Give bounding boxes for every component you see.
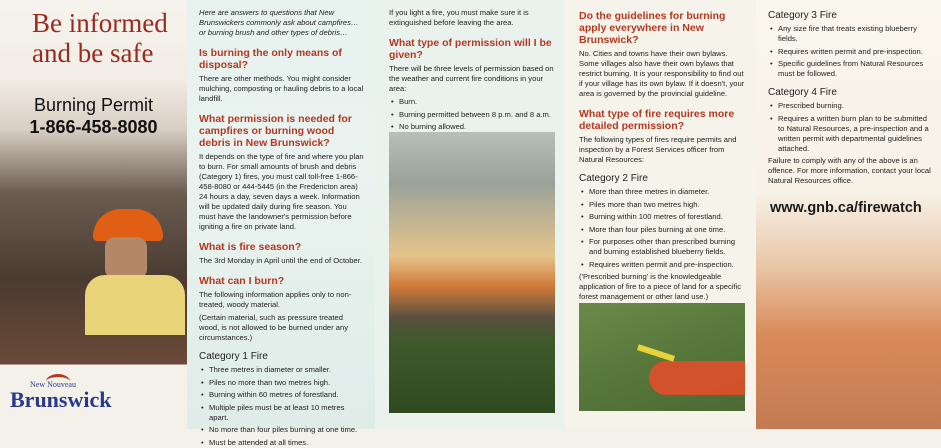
- question-guidelines-apply: Do the guidelines for burning apply everywhere in New Brunswick?: [579, 10, 726, 46]
- faq-panel-3: [565, 0, 756, 429]
- answer-what-burn-note: (Certain material, such as pressure treated wood, is not allowed to be burned under any circumstances.): [199, 313, 349, 342]
- logo-main-text: Brunswick: [10, 387, 112, 412]
- list-item: • Piles no more than two metres high.: [199, 378, 365, 388]
- category-4-title: Category 4 Fire: [768, 87, 837, 98]
- answer-permission: It depends on the type of fire and where you plan to burn. For small amounts of brush and debris (Category 1) fires, you must call toll-free 1-866-458-8080 or 444-5445 (in the Fredericton area) 24 hours a day, seven days a week. Information will be updated daily during fire season. You must have the landowner's permission before igniting a fire on private land.: [199, 152, 364, 231]
- list-item: • Specific guidelines from Natural Resources must be followed.: [768, 59, 931, 79]
- list-item: • Piles more than two metres high.: [579, 200, 746, 210]
- question-fire-season: What is fire season?: [199, 241, 302, 253]
- list-item: • Burning within 60 metres of forestland.: [199, 390, 365, 400]
- faq-panel-2: [375, 0, 565, 429]
- jacket-shape: [85, 275, 185, 335]
- answer-disposal: There are other methods. You might consider mulching, composting or hauling debris to a local landfill.: [199, 74, 364, 103]
- nb-logo: [10, 380, 111, 411]
- firewatch-url[interactable]: www.gnb.ca/firewatch: [770, 200, 922, 216]
- permission-levels-list: [389, 97, 555, 132]
- list-item: • More than three metres in diameter.: [579, 187, 746, 197]
- list-item: • Must be attended at all times.: [199, 438, 365, 448]
- list-item: • Requires written permit and pre-inspection.: [768, 47, 931, 57]
- list-item: • Burning within 100 metres of forestland.: [579, 212, 746, 222]
- answer-fire-season: The 3rd Monday in April until the end of October.: [199, 256, 362, 265]
- firefighter-photo: [85, 205, 185, 335]
- category-4-list: [768, 101, 931, 154]
- list-item: • More than four piles burning at one time.: [579, 225, 746, 235]
- faq-panel-1: [187, 0, 375, 447]
- extinguish-text: If you light a fire, you must make sure it is extinguished before leaving the area.: [389, 8, 529, 27]
- question-detailed-permission: What type of fire requires more detailed permission?: [579, 108, 735, 132]
- list-item: • Three metres in diameter or smaller.: [199, 365, 365, 375]
- airplane-icon: [637, 344, 675, 361]
- answer-detailed-permission: The following types of fires require permits and inspection by a Forest Services officer from Natural Resources:: [579, 135, 737, 164]
- question-disposal: Is burning the only means of disposal?: [199, 47, 342, 71]
- answer-what-burn: The following information applies only to non-treated, woody material.: [199, 290, 352, 309]
- category-3-title: Category 3 Fire: [768, 10, 837, 21]
- list-item: • No burning allowed.: [389, 122, 555, 132]
- list-item: • Burning permitted between 8 p.m. and 8 a.m.: [389, 110, 555, 120]
- list-item: • Requires written permit and pre-inspection.: [579, 260, 746, 270]
- category-2-title: Category 2 Fire: [579, 173, 648, 184]
- cover-panel: [0, 0, 187, 429]
- logo-emblem-icon: [46, 374, 70, 389]
- list-item: • Any size fire that treats existing blueberry fields.: [768, 24, 931, 44]
- headline-line-2: and be safe: [32, 38, 154, 68]
- permit-phone: 1-866-458-8080: [29, 117, 158, 137]
- retardant-drop-shape: [649, 361, 745, 395]
- question-permission: What permission is needed for campfires or burning wood debris in New Brunswick?: [199, 113, 352, 149]
- logo-small-text: New Nouveau: [30, 380, 76, 389]
- offence-note: Failure to comply with any of the above is an offence. For more information, contact your local Natural Resources office.: [768, 156, 931, 185]
- faq-panel-4: [756, 0, 941, 429]
- prescribed-burning-note: ('Prescribed burning' is the knowledgeable application of fire to a piece of land for a specific forest management or other land use.): [579, 272, 742, 301]
- headline-line-1: Be informed: [32, 8, 168, 38]
- headline: [32, 8, 168, 68]
- forest-fire-photo: [389, 132, 555, 413]
- category-1-list: [199, 365, 365, 448]
- list-item: • Prescribed burning.: [768, 101, 931, 111]
- list-item: • Requires a written burn plan to be submitted to Natural Resources, a pre-inspection and a written permit with departmental guidelines attached.: [768, 114, 931, 154]
- list-item: • Multiple piles must be at least 10 metres apart.: [199, 403, 365, 423]
- face-shape: [105, 237, 147, 279]
- answer-permission-type: There will be three levels of permission based on the weather and current fire conditions in your area:: [389, 64, 554, 93]
- list-item: • Burn.: [389, 97, 555, 107]
- water-bomber-photo: [579, 303, 745, 411]
- list-item: • No more than four piles burning at one time.: [199, 425, 365, 435]
- question-permission-type: What type of permission will I be given?: [389, 37, 552, 61]
- intro-text: Here are answers to questions that New Brunswickers commonly ask about campfires… or burning brush and other types of debris…: [199, 8, 359, 37]
- permit-label: Burning Permit: [33, 95, 154, 115]
- category-1-title: Category 1 Fire: [199, 351, 268, 362]
- list-item: • For purposes other than prescribed burning and burning established blueberry fields.: [579, 237, 746, 257]
- question-what-burn: What can I burn?: [199, 275, 285, 287]
- category-2-list: [579, 187, 746, 270]
- answer-guidelines-apply: No. Cities and towns have their own bylaws. Some villages also have their own bylaws that restrict burning. It is your responsibility to find out if your village has its own bylaw. If it doesn't, your area is governed by the provincial guideline.: [579, 49, 745, 98]
- category-3-list: [768, 24, 931, 79]
